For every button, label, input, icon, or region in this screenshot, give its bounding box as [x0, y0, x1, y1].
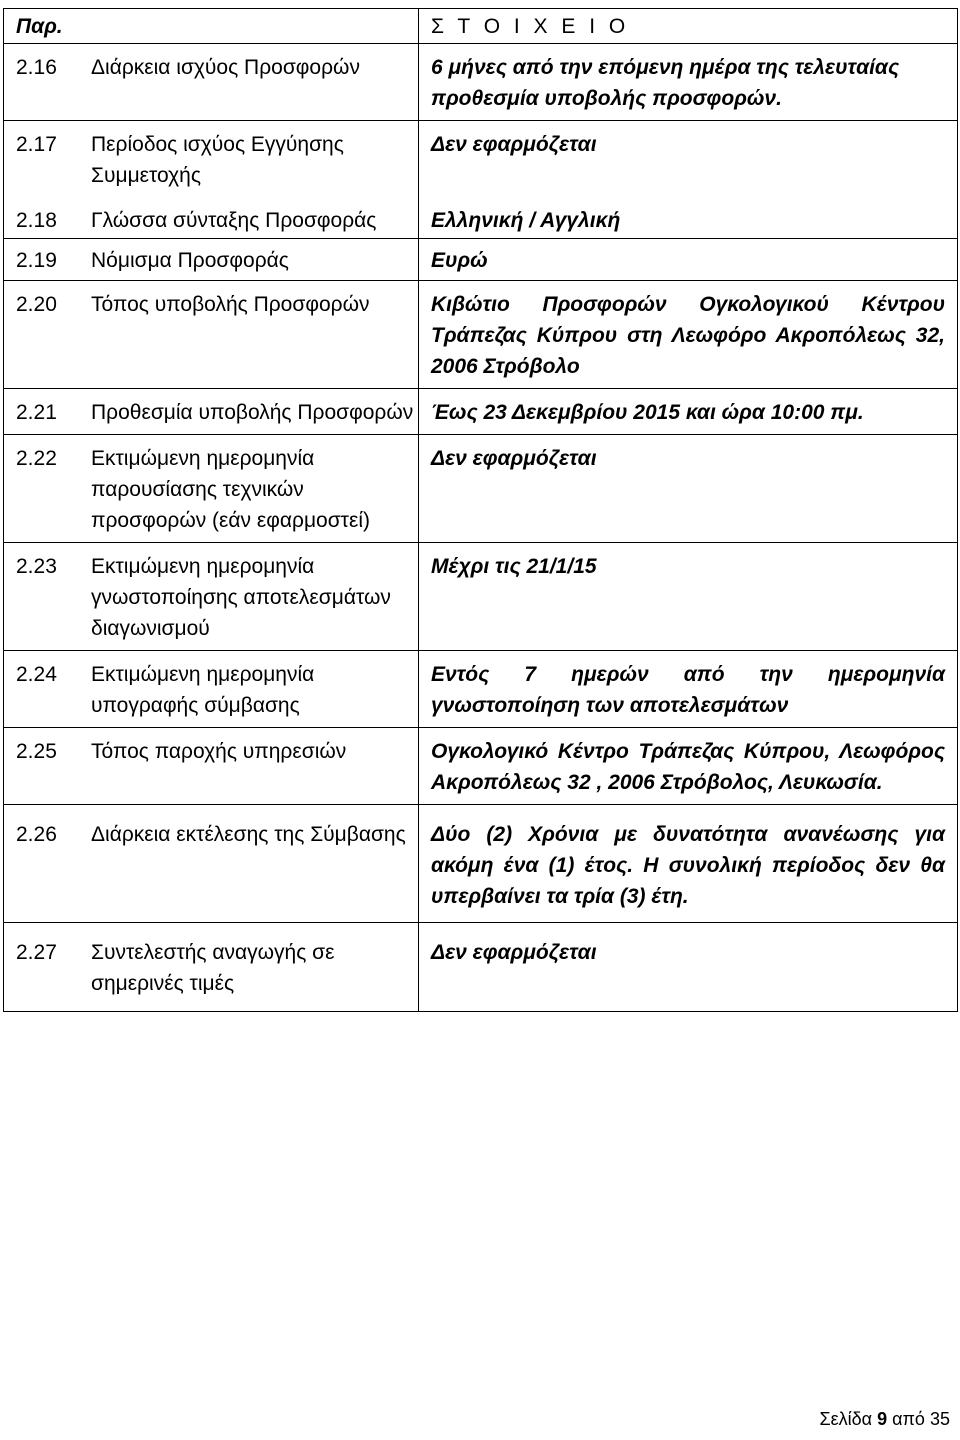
- header-col-number: Παρ.: [4, 9, 419, 44]
- row-label: Προθεσμία υποβολής Προσφορών: [91, 401, 414, 424]
- row-label-cell: [4, 389, 419, 435]
- row-label-cell: [4, 543, 419, 651]
- row-value: Κιβώτιο Προσφορών Ογκολογικού Κέντρου Τράπεζας Κύπρου στη Λεωφόρο Ακροπόλεως 32, 2006 Στρόβολο: [431, 293, 945, 378]
- tender-specifications-table: [3, 8, 958, 1012]
- row-label-cell: [4, 281, 419, 389]
- table-row: [4, 435, 958, 543]
- row-value-cell: [419, 543, 958, 651]
- table-row: [4, 121, 958, 198]
- row-number: 2.20: [16, 293, 57, 316]
- row-value: Ογκολογικό Κέντρο Τράπεζας Κύπρου, Λεωφόρος Ακροπόλεως 32 , 2006 Στρόβολος, Λευκωσία.: [431, 740, 945, 794]
- row-value: 6 μήνες από την επόμενη ημέρα της τελευταίας προθεσμία υποβολής προσφορών.: [431, 56, 900, 110]
- row-value: Μέχρι τις 21/1/15: [431, 555, 597, 578]
- row-number: 2.23: [16, 555, 57, 578]
- row-number: 2.19: [16, 249, 57, 272]
- row-number: 2.17: [16, 133, 57, 156]
- table-row: [4, 389, 958, 435]
- page-footer: [819, 1409, 950, 1430]
- row-number: 2.22: [16, 447, 57, 470]
- table-header-row: [4, 9, 958, 44]
- row-label-cell: [4, 923, 419, 1012]
- row-label: Περίοδος ισχύος Εγγύησης Συμμετοχής: [91, 133, 344, 187]
- row-label: Διάρκεια εκτέλεσης της Σύμβασης: [91, 823, 406, 846]
- table-row: [4, 805, 958, 923]
- row-label-cell: [4, 728, 419, 805]
- row-value-cell: [419, 805, 958, 923]
- row-value-cell: [419, 44, 958, 121]
- header-col-item: Σ Τ Ο Ι Χ Ε Ι Ο: [419, 9, 958, 44]
- row-value: Ευρώ: [431, 249, 488, 272]
- row-label-cell: [4, 239, 419, 281]
- row-label: Συντελεστής αναγωγής σε σημερινές τιμές: [91, 941, 335, 995]
- row-value-cell: [419, 389, 958, 435]
- row-value: Έως 23 Δεκεμβρίου 2015 και ώρα 10:00 πμ.: [431, 401, 864, 424]
- row-label: Διάρκεια ισχύος Προσφορών: [91, 56, 360, 79]
- row-label-cell: [4, 805, 419, 923]
- row-number: 2.27: [16, 941, 57, 964]
- table-row: [4, 651, 958, 728]
- row-value-cell: [419, 728, 958, 805]
- table-row: [4, 923, 958, 1012]
- table-row: [4, 197, 958, 239]
- table-row: [4, 239, 958, 281]
- row-value: Ελληνική / Αγγλική: [431, 209, 621, 232]
- row-value-cell: [419, 651, 958, 728]
- row-number: 2.24: [16, 663, 57, 686]
- row-value-cell: [419, 923, 958, 1012]
- row-value: Δεν εφαρμόζεται: [431, 133, 597, 156]
- row-value-cell: [419, 435, 958, 543]
- row-value: Εντός 7 ημερών από την ημερομηνία γνωστοποίηση των αποτελεσμάτων: [431, 663, 945, 717]
- row-label: Τόπος παροχής υπηρεσιών: [91, 740, 347, 763]
- row-label: Εκτιμώμενη ημερομηνία γνωστοποίησης αποτελεσμάτων διαγωνισμού: [91, 555, 391, 640]
- row-number: 2.18: [16, 209, 57, 232]
- row-label: Νόμισμα Προσφοράς: [91, 249, 289, 272]
- row-value: Δεν εφαρμόζεται: [431, 447, 597, 470]
- row-number: 2.26: [16, 823, 57, 846]
- table-row: [4, 728, 958, 805]
- row-value: Δύο (2) Χρόνια με δυνατότητα ανανέωσης για ακόμη ένα (1) έτος. Η συνολική περίοδος δεν θα υπερβαίνει τα τρία (3) έτη.: [431, 823, 945, 908]
- row-label-cell: [4, 121, 419, 198]
- footer-page-number: 9: [877, 1409, 888, 1429]
- table-row: [4, 44, 958, 121]
- row-number: 2.21: [16, 401, 57, 424]
- row-number: 2.25: [16, 740, 57, 763]
- row-value-cell: [419, 239, 958, 281]
- row-label-cell: [4, 651, 419, 728]
- footer-page-prefix: Σελίδα: [819, 1409, 873, 1429]
- row-value-cell: [419, 197, 958, 239]
- row-label: Εκτιμώμενη ημερομηνία παρουσίασης τεχνικών προσφορών (εάν εφαρμοστεί): [91, 447, 370, 532]
- row-number: 2.16: [16, 56, 57, 79]
- table-row: [4, 281, 958, 389]
- row-label: Τόπος υποβολής Προσφορών: [91, 293, 370, 316]
- row-label-cell: [4, 435, 419, 543]
- table-row: [4, 543, 958, 651]
- footer-page-mid: από: [892, 1409, 925, 1429]
- row-label-cell: [4, 197, 419, 239]
- row-label-cell: [4, 44, 419, 121]
- row-label: Γλώσσα σύνταξης Προσφοράς: [91, 209, 377, 232]
- footer-page-total: 35: [929, 1409, 950, 1429]
- row-value-cell: [419, 281, 958, 389]
- row-label: Εκτιμώμενη ημερομηνία υπογραφής σύμβασης: [91, 663, 315, 717]
- row-value: Δεν εφαρμόζεται: [431, 941, 597, 964]
- row-value-cell: [419, 121, 958, 198]
